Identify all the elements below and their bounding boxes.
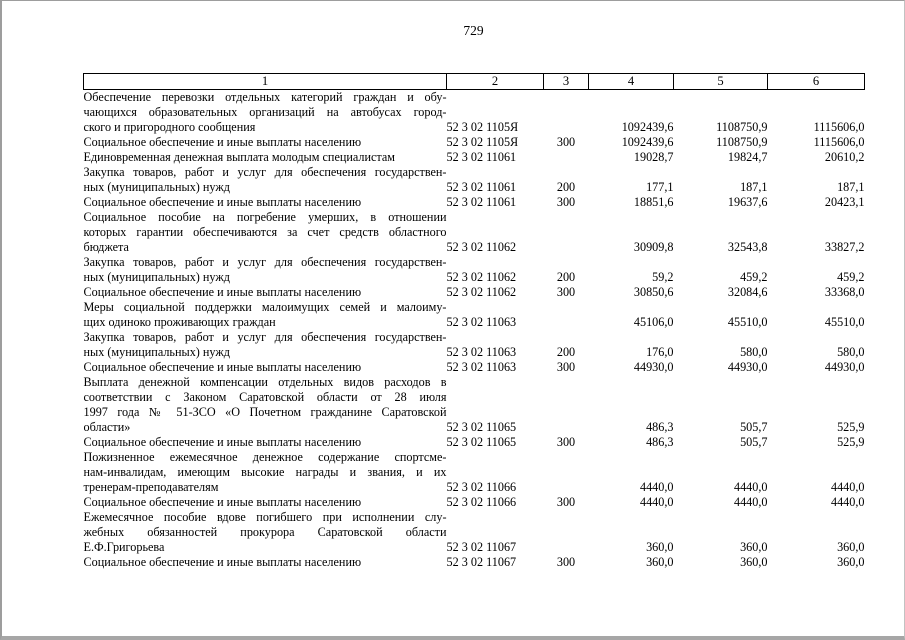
expense-name-cell xyxy=(84,135,447,150)
target-code-cell: 52 3 02 11067 xyxy=(446,540,517,554)
table-header-cell-4: 4 xyxy=(589,74,674,90)
expense-name-cell xyxy=(84,210,447,255)
amount-cell: 33368,0 xyxy=(824,285,865,299)
expense-type-cell: 300 xyxy=(556,555,576,569)
expense-type-cell: 200 xyxy=(556,345,576,359)
amount-cell: 177,1 xyxy=(646,180,674,194)
target-code-cell: 52 3 02 11063 xyxy=(446,345,517,359)
expense-name-line: Выплата денежной компенсации отдельных видов расходов в xyxy=(83,375,447,389)
amount-cell: 19824,7 xyxy=(727,150,768,164)
expense-name-cell xyxy=(84,375,447,435)
expense-name-line: Закупка товаров, работ и услуг для обеспечения государствен- xyxy=(83,330,447,344)
target-code-cell: 52 3 02 11067 xyxy=(446,555,517,569)
amount-cell: 1092439,6 xyxy=(621,120,674,134)
amount-cell: 45106,0 xyxy=(633,315,674,329)
expense-name-line: Социальное пособие на погребение умерших, в отношении xyxy=(83,210,447,224)
amount-cell: 4440,0 xyxy=(830,480,865,494)
amount-cell: 580,0 xyxy=(837,345,865,359)
expense-name-cell xyxy=(84,510,447,555)
expense-type-cell: 300 xyxy=(556,360,576,374)
amount-cell: 4440,0 xyxy=(830,495,865,509)
expense-name-line: Социальное обеспечение и иные выплаты населению xyxy=(83,285,362,299)
amount-cell: 44930,0 xyxy=(633,360,674,374)
table-body xyxy=(84,90,865,571)
table-header-cell-5: 5 xyxy=(674,74,768,90)
target-code-cell: 52 3 02 11066 xyxy=(446,495,517,509)
expense-type-cell: 300 xyxy=(556,495,576,509)
amount-cell: 1115606,0 xyxy=(813,120,865,134)
expense-name-line: Социальное обеспечение и иные выплаты населению xyxy=(83,195,362,209)
expense-name-cell xyxy=(84,495,447,510)
expense-type-cell: 300 xyxy=(556,195,576,209)
expense-name-cell xyxy=(84,555,447,570)
expense-name-line: тренерам-преподавателям xyxy=(83,480,219,494)
amount-cell: 486,3 xyxy=(646,435,674,449)
expense-name-line: щих одиноко проживающих граждан xyxy=(83,315,276,329)
amount-cell: 525,9 xyxy=(837,435,865,449)
expense-name-line: чающихся образовательных организаций на автобусах город- xyxy=(83,105,447,119)
expense-name-line: Обеспечение перевозки отдельных категорий граждан и обу- xyxy=(83,90,447,104)
amount-cell: 187,1 xyxy=(740,180,768,194)
expense-name-line: бюджета xyxy=(83,240,129,254)
table-row xyxy=(84,285,865,300)
amount-cell: 505,7 xyxy=(740,435,768,449)
amount-cell: 1115606,0 xyxy=(813,135,865,149)
amount-cell: 459,2 xyxy=(740,270,768,284)
expense-name-line: нам-инвалидам, имеющим высокие награды и звания, и их xyxy=(83,465,447,479)
expense-type-cell: 300 xyxy=(556,435,576,449)
table-row xyxy=(84,435,865,450)
amount-cell: 30909,8 xyxy=(633,240,674,254)
amount-cell: 4440,0 xyxy=(733,495,768,509)
expense-name-line: Закупка товаров, работ и услуг для обеспечения государствен- xyxy=(83,165,447,179)
table-row xyxy=(84,135,865,150)
expense-name-line: Социальное обеспечение и иные выплаты населению xyxy=(83,360,362,374)
target-code-cell: 52 3 02 11063 xyxy=(446,360,517,374)
target-code-cell: 52 3 02 1105Я xyxy=(446,135,519,149)
expense-type-cell: 200 xyxy=(556,180,576,194)
amount-cell: 360,0 xyxy=(740,540,768,554)
target-code-cell: 52 3 02 1105Я xyxy=(446,120,519,134)
table-row xyxy=(84,495,865,510)
expense-type-cell xyxy=(544,450,589,495)
expense-name-line: Социальное обеспечение и иные выплаты населению xyxy=(83,495,362,509)
table-row xyxy=(84,255,865,285)
expense-type-cell xyxy=(544,510,589,555)
amount-cell: 360,0 xyxy=(837,555,865,569)
amount-cell: 4440,0 xyxy=(639,495,674,509)
expense-name-line: ных (муниципальных) нужд xyxy=(83,180,230,194)
target-code-cell: 52 3 02 11062 xyxy=(446,240,517,254)
table-row xyxy=(84,330,865,360)
expense-name-line: ных (муниципальных) нужд xyxy=(83,345,230,359)
expense-name-cell xyxy=(84,255,447,285)
target-code-cell: 52 3 02 11061 xyxy=(446,180,517,194)
expense-name-line: Социальное обеспечение и иные выплаты населению xyxy=(83,435,362,449)
table-row xyxy=(84,150,865,165)
expense-type-cell xyxy=(544,210,589,255)
expense-name-cell xyxy=(84,90,447,136)
expense-type-cell: 200 xyxy=(556,270,576,284)
expense-name-line: Единовременная денежная выплата молодым специалистам xyxy=(83,150,396,164)
amount-cell: 4440,0 xyxy=(639,480,674,494)
page-number: 729 xyxy=(463,23,484,38)
expense-name-cell xyxy=(84,330,447,360)
amount-cell: 32543,8 xyxy=(727,240,768,254)
amount-cell: 187,1 xyxy=(837,180,865,194)
table-header-cell-1: 1 xyxy=(84,74,447,90)
target-code-cell: 52 3 02 11061 xyxy=(446,150,517,164)
amount-cell: 20610,2 xyxy=(824,150,865,164)
table-header-cell-2: 2 xyxy=(447,74,544,90)
amount-cell: 1108750,9 xyxy=(716,120,768,134)
table-header-cell-6: 6 xyxy=(768,74,865,90)
target-code-cell: 52 3 02 11063 xyxy=(446,315,517,329)
amount-cell: 45510,0 xyxy=(824,315,865,329)
amount-cell: 176,0 xyxy=(646,345,674,359)
expense-name-line: Социальное обеспечение и иные выплаты населению xyxy=(83,555,362,569)
expense-type-cell xyxy=(544,90,589,136)
amount-cell: 45510,0 xyxy=(727,315,768,329)
table-row xyxy=(84,210,865,255)
amount-cell: 44930,0 xyxy=(824,360,865,374)
amount-cell: 19028,7 xyxy=(633,150,674,164)
amount-cell: 59,2 xyxy=(652,270,674,284)
expense-type-cell xyxy=(544,300,589,330)
expense-name-cell xyxy=(84,285,447,300)
expense-name-cell xyxy=(84,300,447,330)
amount-cell: 505,7 xyxy=(740,420,768,434)
target-code-cell: 52 3 02 11065 xyxy=(446,420,517,434)
target-code-cell: 52 3 02 11062 xyxy=(446,270,517,284)
target-code-cell: 52 3 02 11061 xyxy=(446,195,517,209)
amount-cell: 525,9 xyxy=(837,420,865,434)
expense-name-cell xyxy=(84,435,447,450)
expense-name-line: области» xyxy=(83,420,131,434)
expense-name-line: Е.Ф.Григорьева xyxy=(83,540,165,554)
amount-cell: 20423,1 xyxy=(824,195,865,209)
amount-cell: 32084,6 xyxy=(727,285,768,299)
table-header xyxy=(84,74,865,90)
expense-name-line: Закупка товаров, работ и услуг для обеспечения государствен- xyxy=(83,255,447,269)
table-row xyxy=(84,195,865,210)
expense-type-cell: 300 xyxy=(556,285,576,299)
amount-cell: 1092439,6 xyxy=(621,135,674,149)
table-row xyxy=(84,375,865,435)
expense-name-line: Социальное обеспечение и иные выплаты населению xyxy=(83,135,362,149)
amount-cell: 30850,6 xyxy=(633,285,674,299)
expense-name-line: Пожизненное ежемесячное денежное содержание спортсме- xyxy=(83,450,447,464)
expense-name-cell xyxy=(84,360,447,375)
table-header-row xyxy=(84,74,865,90)
expense-name-cell xyxy=(84,150,447,165)
amount-cell: 360,0 xyxy=(740,555,768,569)
expense-name-line: ского и пригородного сообщения xyxy=(83,120,256,134)
expense-name-cell xyxy=(84,195,447,210)
target-code-cell: 52 3 02 11065 xyxy=(446,435,517,449)
budget-table xyxy=(83,73,865,570)
table-row xyxy=(84,510,865,555)
amount-cell: 580,0 xyxy=(740,345,768,359)
table-header-cell-3: 3 xyxy=(544,74,589,90)
expense-name-line: ных (муниципальных) нужд xyxy=(83,270,230,284)
amount-cell: 4440,0 xyxy=(733,480,768,494)
amount-cell: 18851,6 xyxy=(633,195,674,209)
amount-cell: 360,0 xyxy=(837,540,865,554)
expense-type-cell xyxy=(544,375,589,435)
amount-cell: 33827,2 xyxy=(824,240,865,254)
amount-cell: 360,0 xyxy=(646,555,674,569)
expense-name-cell xyxy=(84,165,447,195)
expense-name-line: соответствии с Законом Саратовской области от 28 июля xyxy=(83,390,447,404)
table-row xyxy=(84,450,865,495)
amount-cell: 1108750,9 xyxy=(716,135,768,149)
expense-name-line: жебных обязанностей прокурора Саратовской области xyxy=(83,525,447,539)
amount-cell: 360,0 xyxy=(646,540,674,554)
expense-type-cell: 300 xyxy=(556,135,576,149)
table-row xyxy=(84,360,865,375)
target-code-cell: 52 3 02 11066 xyxy=(446,480,517,494)
table-row xyxy=(84,165,865,195)
table-row xyxy=(84,555,865,570)
expense-name-line: Ежемесячное пособие вдове погибшего при исполнении слу- xyxy=(83,510,447,524)
expense-name-line: Меры социальной поддержки малоимущих семей и малоиму- xyxy=(83,300,447,314)
expense-type-cell xyxy=(544,150,589,165)
amount-cell: 459,2 xyxy=(837,270,865,284)
table-row xyxy=(84,300,865,330)
table-row xyxy=(84,90,865,136)
target-code-cell: 52 3 02 11062 xyxy=(446,285,517,299)
amount-cell: 44930,0 xyxy=(727,360,768,374)
expense-name-line: 1997 года № 51-ЗСО «О Почетном гражданине Саратовской xyxy=(83,405,447,419)
expense-name-line: которых гарантии обеспечиваются за счет средств областного xyxy=(83,225,447,239)
expense-name-cell xyxy=(84,450,447,495)
amount-cell: 486,3 xyxy=(646,420,674,434)
amount-cell: 19637,6 xyxy=(727,195,768,209)
